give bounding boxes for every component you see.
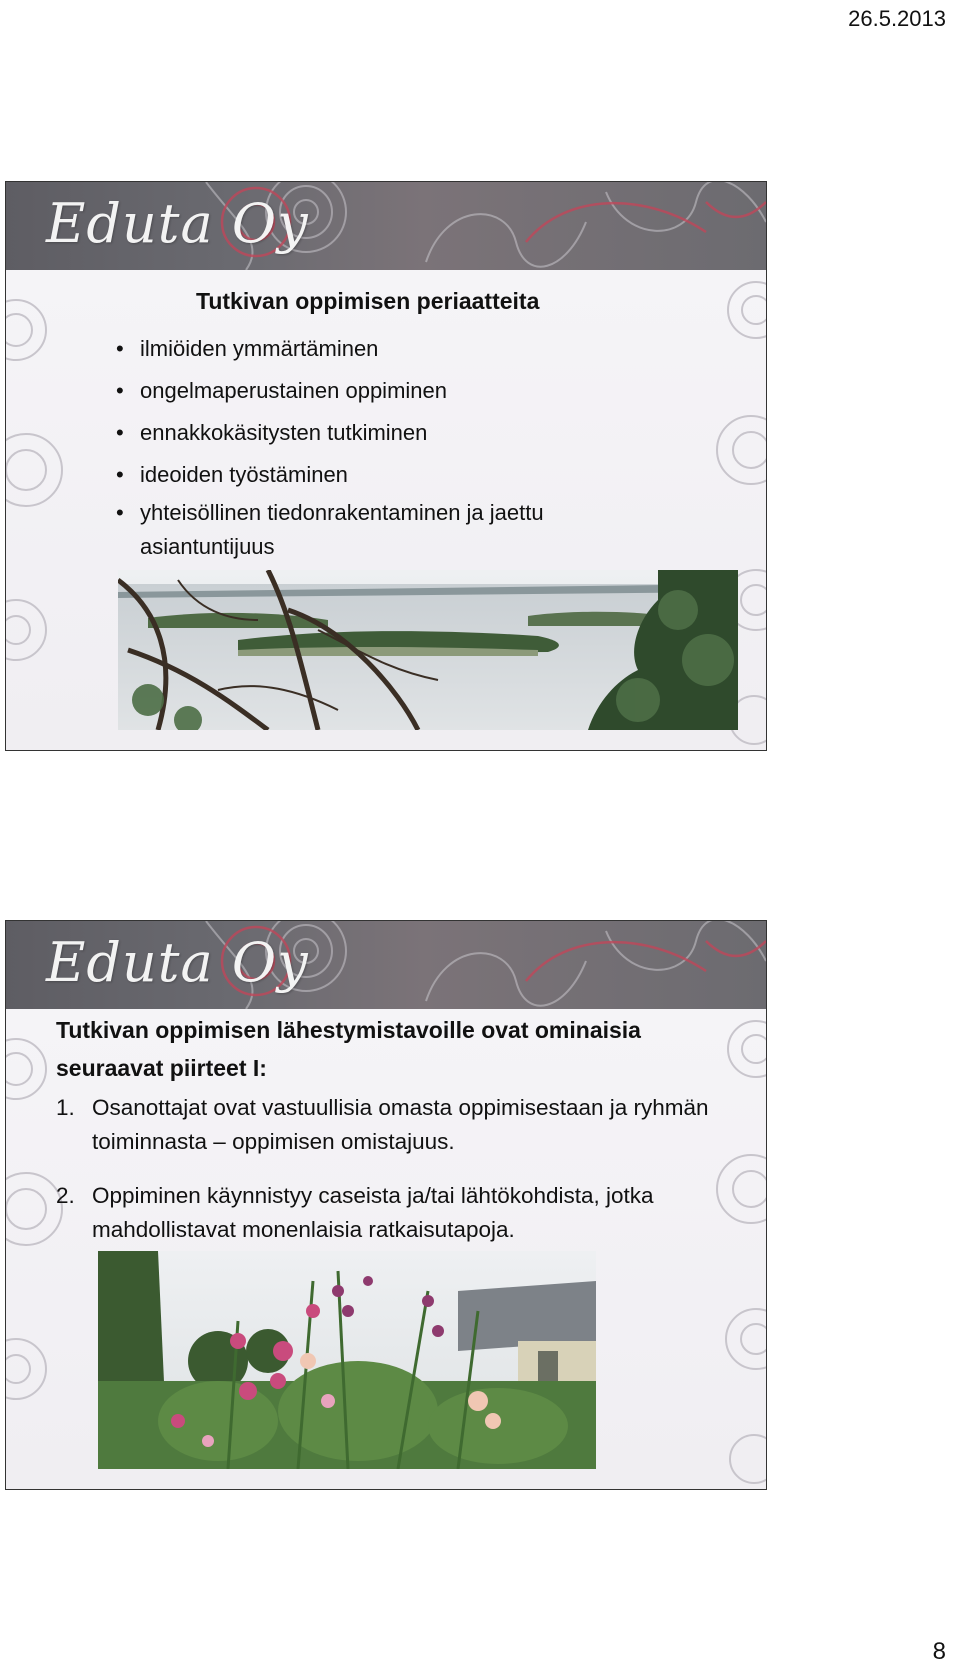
left-lace-decoration-icon (6, 270, 66, 750)
page-date: 26.5.2013 (848, 6, 946, 31)
slide-title: Tutkivan oppimisen periaatteita (196, 288, 540, 314)
item-number: 2. (56, 1183, 75, 1208)
list-item (56, 1091, 716, 1159)
slide-banner (6, 921, 766, 1009)
list-item: • ilmiöiden ymmärtäminen (116, 328, 676, 370)
numbered-list (56, 1091, 716, 1267)
item-text: Osanottajat ovat vastuullisia omasta oppimisestaan ja ryhmän toiminnasta – oppimisen omistajuus. (92, 1095, 709, 1154)
slide-title: Tutkivan oppimisen lähestymistavoille ovat ominaisia seuraavat piirteet I: (56, 1017, 641, 1081)
page-number: 8 (932, 1638, 946, 1665)
garden-flowers-image (98, 1251, 596, 1469)
list-item (56, 1179, 716, 1247)
lake-landscape-image (118, 570, 738, 730)
list-item: • yhteisöllinen tiedonrakentaminen ja jaettu asiantuntijuus (116, 496, 676, 564)
company-logo: Eduta Oy (46, 931, 309, 994)
item-number: 1. (56, 1095, 75, 1120)
lake-photo (118, 570, 738, 730)
item-text: Oppiminen käynnistyy caseista ja/tai lähtökohdista, jotka mahdollistavat monenlaisia ratkaisutapoja. (92, 1183, 654, 1242)
list-item: • ennakkokäsitysten tutkiminen (116, 412, 676, 454)
list-item: • ongelmaperustainen oppiminen (116, 370, 676, 412)
slide-1 (5, 181, 767, 751)
flowers-photo (98, 1251, 596, 1469)
slide-banner (6, 182, 766, 270)
company-logo: Eduta Oy (46, 192, 309, 255)
bullet-list (116, 328, 676, 564)
list-item: • ideoiden työstäminen (116, 454, 676, 496)
slide-2 (5, 920, 767, 1490)
